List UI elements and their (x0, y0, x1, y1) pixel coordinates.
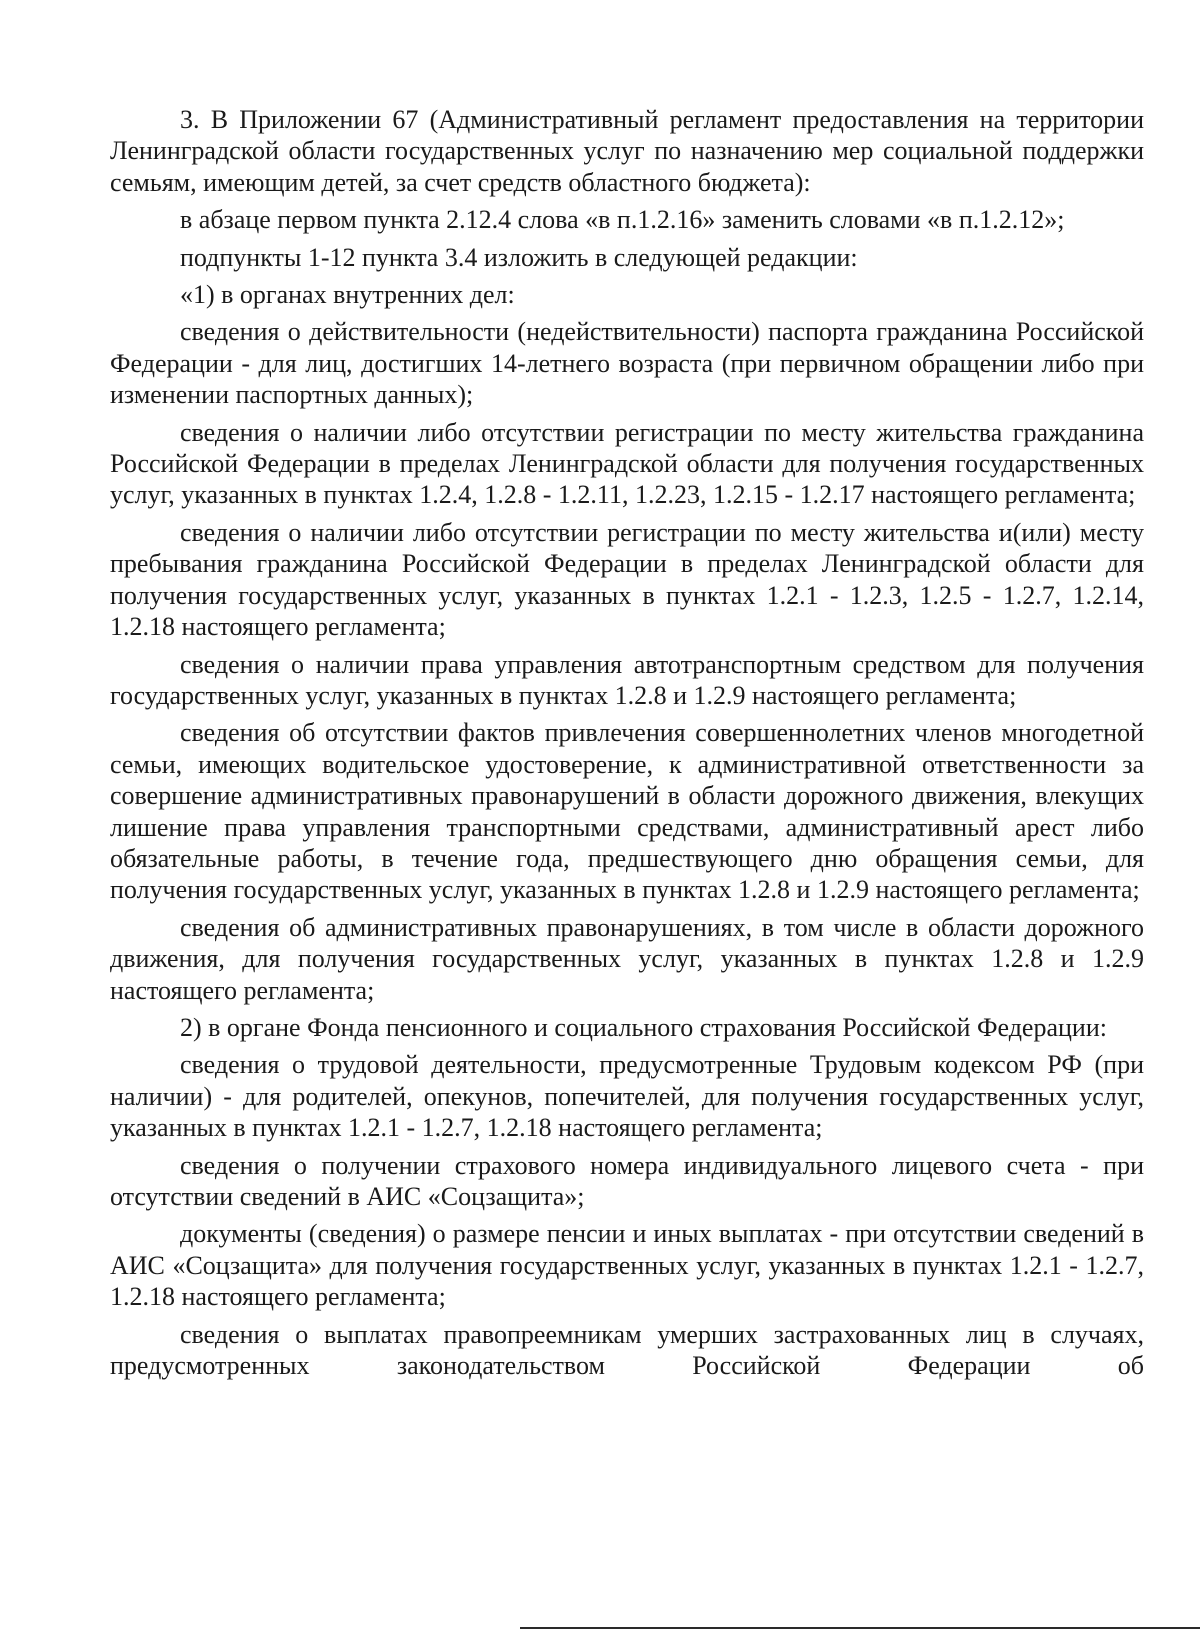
paragraph-6: сведения о наличии либо отсутствии регистрации по месту жительства гражданина Российской Федерации в пределах Ленинградской области для получения государственных услуг, указанных в пунктах 1.2.4, 1.2.8 - 1.2.11, 1.2.23, 1.2.15 - 1.2.17 настоящего регламента; (110, 417, 1144, 510)
paragraph-1: 3. В Приложении 67 (Административный регламент предоставления на территории Ленинградской области государственных услуг по назначению мер социальной поддержки семьям, имеющим детей, за счет средств областного бюджета): (110, 105, 1144, 197)
paragraph-10: сведения об административных правонарушениях, в том числе в области дорожного движения, для получения государственных услуг, указанных в пунктах 1.2.8 и 1.2.9 настоящего регламента; (110, 912, 1144, 1005)
paragraph-9: сведения об отсутствии фактов привлечения совершеннолетних членов многодетной семьи, имеющих водительское удостоверение, к административной ответственности за совершение административных правонарушений в области дорожного движения, влекущих лишение права управления транспортными средствами, административный арест либо обязательные работы, в течение года, предшествующего дню обращения семьи, для получения государственных услуг, указанных в пунктах 1.2.8 и 1.2.9 настоящего регламента; (110, 718, 1144, 905)
paragraph-12: сведения о трудовой деятельности, предусмотренные Трудовым кодексом РФ (при наличии) - для родителей, опекунов, попечителей, для получения государственных услуг, указанных в пунктах 1.2.1 - 1.2.7, 1.2.18 настоящего регламента; (110, 1050, 1144, 1143)
paragraph-8: сведения о наличии права управления автотранспортным средством для получения государственных услуг, указанных в пунктах 1.2.8 и 1.2.9 настоящего регламента; (110, 649, 1144, 710)
paragraph-5: сведения о действительности (недействительности) паспорта гражданина Российской Федерации - для лиц, достигших 14-летнего возраста (при первичном обращении либо при изменении паспортных данных); (110, 317, 1144, 410)
paragraph-2: в абзаце первом пункта 2.12.4 слова «в п.1.2.16» заменить словами «в п.1.2.12»; (180, 205, 1065, 235)
document-body (110, 104, 1144, 1387)
paragraph-14: документы (сведения) о размере пенсии и иных выплатах - при отсутствии сведений в АИС «Соцзащита» для получения государственных услуг, указанных в пунктах 1.2.1 - 1.2.7, 1.2.18 настоящего регламента; (110, 1219, 1144, 1312)
paragraph-15: сведения о выплатах правопреемникам умерших застрахованных лиц в случаях, предусмотренных законодательством Российской Федерации об (110, 1319, 1144, 1381)
paragraph-4: «1) в органах внутренних дел: (180, 280, 515, 310)
paragraph-3: подпункты 1-12 пункта 3.4 изложить в следующей редакции: (180, 242, 858, 272)
paragraph-13: сведения о получении страхового номера индивидуального лицевого счета - при отсутствии сведений в АИС «Соцзащита»; (110, 1150, 1144, 1211)
scan-bottom-edge-line (520, 1627, 1200, 1629)
paragraph-7: сведения о наличии либо отсутствии регистрации по месту жительства и(или) месту пребывания гражданина Российской Федерации в пределах Ленинградской области для получения государственных услуг, указанных в пунктах 1.2.1 - 1.2.3, 1.2.5 - 1.2.7, 1.2.14, 1.2.18 настоящего регламента; (110, 517, 1144, 642)
paragraph-11: 2) в органе Фонда пенсионного и социального страхования Российской Федерации: (180, 1012, 1107, 1042)
